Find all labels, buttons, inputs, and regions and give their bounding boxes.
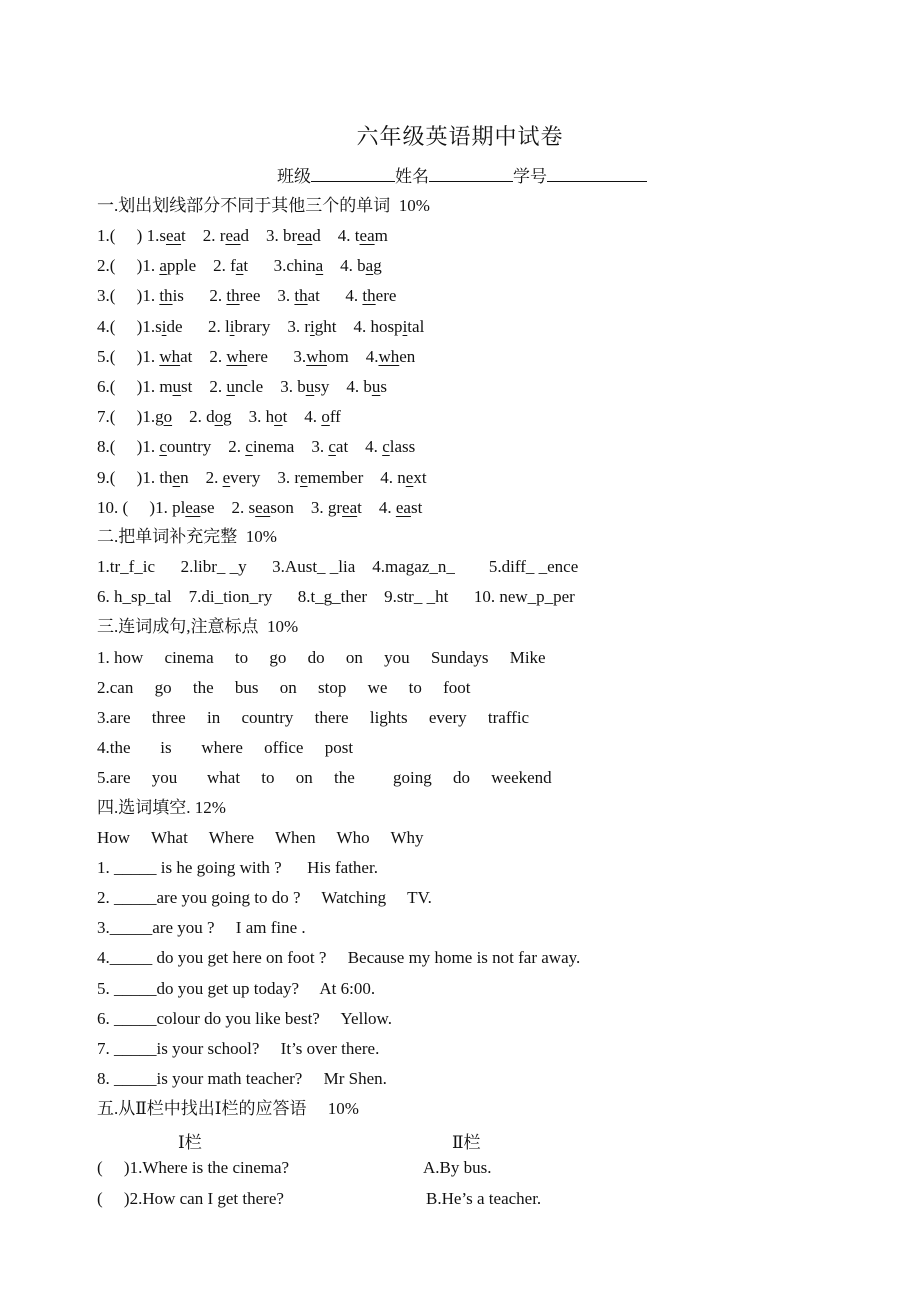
fill-blank-line: 7. _____is your school? It’s over there. xyxy=(97,1039,380,1058)
section3-line: 4.the is where office post xyxy=(97,738,354,757)
item-text: n 2. xyxy=(180,468,223,487)
underlined-letters: a xyxy=(235,256,244,275)
section5-heading: 五.从Ⅱ栏中找出Ⅰ栏的应答语 10% xyxy=(97,1099,359,1118)
section3-line: 2.can go the bus on stop we to foot xyxy=(97,678,471,697)
item-text: member 4. n xyxy=(307,468,406,487)
item-text: is 2. xyxy=(172,286,227,305)
underlined-letters: th xyxy=(294,286,308,305)
pronunciation-item xyxy=(97,285,396,307)
section2-heading: 二.把单词补充完整 10% xyxy=(97,527,277,546)
section2-line: 6. h_sp_tal 7.di_tion_ry 8.t_g_ther 9.str_ _ht 10. new_p_per xyxy=(97,587,575,606)
column-1-label: Ⅰ栏 xyxy=(178,1133,202,1152)
underlined-letters: u xyxy=(371,377,381,396)
underlined-letters: c xyxy=(245,437,253,456)
underlined-letters: wh xyxy=(306,347,327,366)
underlined-letters: ea xyxy=(395,498,411,517)
question-item: ( )1.Where is the cinema? xyxy=(97,1158,290,1177)
item-text: 4. b xyxy=(323,256,366,275)
item-text: at 2. xyxy=(180,347,227,366)
question-item: ( )2.How can I get there? xyxy=(97,1189,284,1208)
item-text: en xyxy=(399,347,416,366)
underlined-letters: u xyxy=(305,377,315,396)
underlined-letters: wh xyxy=(226,347,248,366)
underlined-letters: ea xyxy=(297,226,313,245)
underlined-letters: o xyxy=(163,407,173,426)
item-text: de 2. l xyxy=(166,317,230,336)
item-text: t 2. r xyxy=(181,226,226,245)
underlined-letters: c xyxy=(159,437,167,456)
item-text: brary 3. r xyxy=(234,317,310,336)
item-text: 9.( )1. th xyxy=(97,468,173,487)
pronunciation-item xyxy=(97,436,415,458)
item-text: lass xyxy=(389,437,416,456)
name-blank[interactable] xyxy=(429,165,513,182)
item-text: m xyxy=(374,226,388,245)
item-text: pple 2. f xyxy=(166,256,236,275)
section3-heading: 三.连词成句,注意标点 10% xyxy=(97,617,299,636)
student-info xyxy=(277,162,647,187)
section1-heading: 一.划出划线部分不同于其他三个的单词 10% xyxy=(97,196,430,215)
item-text: inema 3. xyxy=(252,437,329,456)
underlined-letters: o xyxy=(214,407,224,426)
item-text: tal xyxy=(407,317,425,336)
underlined-letters: a xyxy=(365,256,374,275)
item-text: sy 4. b xyxy=(314,377,372,396)
fill-blank-line: 3._____are you ? I am fine . xyxy=(97,918,306,937)
item-text: g xyxy=(373,256,382,275)
item-text: d 4. t xyxy=(312,226,360,245)
item-text: ere 3. xyxy=(247,347,307,366)
underlined-letters: i xyxy=(309,317,315,336)
item-text: d 3. br xyxy=(240,226,298,245)
item-text: 1.( ) 1.s xyxy=(97,226,166,245)
underlined-letters: c xyxy=(382,437,390,456)
fill-blank-line: 6. _____colour do you like best? Yellow. xyxy=(97,1009,392,1028)
answer-item: A.By bus. xyxy=(423,1158,492,1177)
underlined-letters: th xyxy=(159,286,173,305)
item-text: 5.( )1. xyxy=(97,347,160,366)
underlined-letters: ea xyxy=(255,498,271,517)
section4-heading: 四.选词填空. 12% xyxy=(97,798,226,817)
item-text: ght 4. hosp xyxy=(314,317,403,336)
pronunciation-item xyxy=(97,406,341,428)
underlined-letters: a xyxy=(315,256,324,275)
fill-blank-line: 1. _____ is he going with ? His father. xyxy=(97,858,378,877)
pronunciation-item xyxy=(97,316,424,338)
item-text: at 4. xyxy=(335,437,383,456)
item-text: 3.( )1. xyxy=(97,286,160,305)
underlined-letters: ea xyxy=(342,498,358,517)
underlined-letters: u xyxy=(172,377,182,396)
word-bank: How What Where When Who Why xyxy=(97,828,424,847)
item-text: 2. d xyxy=(172,407,215,426)
pronunciation-item xyxy=(97,225,388,247)
underlined-letters: i xyxy=(229,317,235,336)
fill-blank-line: 5. _____do you get up today? At 6:00. xyxy=(97,979,376,998)
underlined-letters: th xyxy=(226,286,240,305)
pronunciation-item xyxy=(97,467,427,489)
item-text: ountry 2. xyxy=(166,437,246,456)
column-2-label: Ⅱ栏 xyxy=(452,1133,481,1152)
underlined-letters: u xyxy=(226,377,235,396)
item-text: 4.( )1.s xyxy=(97,317,162,336)
number-label: 学号 xyxy=(513,167,547,186)
item-text: 10. ( )1. pl xyxy=(97,498,186,517)
underlined-letters: wh xyxy=(159,347,181,366)
item-text: om 4. xyxy=(326,347,379,366)
fill-blank-line: 4._____ do you get here on foot ? Because my home is not far away. xyxy=(97,948,581,967)
underlined-letters: o xyxy=(274,407,283,426)
pronunciation-item xyxy=(97,497,422,519)
underlined-letters: e xyxy=(222,468,231,487)
section3-line: 3.are three in country there lights every traffic xyxy=(97,708,530,727)
fill-blank-line: 8. _____is your math teacher? Mr Shen. xyxy=(97,1069,387,1088)
item-text: t 4. xyxy=(357,498,396,517)
item-text: 8.( )1. xyxy=(97,437,160,456)
page-title: 六年级英语期中试卷 xyxy=(356,124,564,149)
item-text: son 3. gr xyxy=(270,498,343,517)
item-text: se 2. s xyxy=(200,498,256,517)
number-blank[interactable] xyxy=(547,165,647,182)
underlined-letters: th xyxy=(362,286,376,305)
item-text: 6.( )1. m xyxy=(97,377,173,396)
item-text: ree 3. xyxy=(239,286,295,305)
item-text: st xyxy=(410,498,423,517)
pronunciation-item xyxy=(97,346,415,368)
underlined-letters: ea xyxy=(185,498,201,517)
underlined-letters: ea xyxy=(165,226,182,245)
underlined-letters: e xyxy=(172,468,181,487)
underlined-letters: wh xyxy=(378,347,400,366)
underlined-letters: o xyxy=(321,407,330,426)
name-label: 姓名 xyxy=(395,167,429,186)
pronunciation-item xyxy=(97,255,382,277)
underlined-letters: e xyxy=(300,468,308,487)
item-text: ere xyxy=(375,286,397,305)
class-blank[interactable] xyxy=(311,165,395,182)
underlined-letters: e xyxy=(405,468,414,487)
item-text: st 2. xyxy=(181,377,227,396)
item-text: ncle 3. b xyxy=(234,377,306,396)
item-text: t 3.chin xyxy=(243,256,316,275)
answer-item: B.He’s a teacher. xyxy=(426,1189,542,1208)
class-label: 班级 xyxy=(277,167,311,186)
item-text: s xyxy=(380,377,387,396)
item-text: xt xyxy=(413,468,427,487)
underlined-letters: i xyxy=(161,317,167,336)
item-text: 2.( )1. xyxy=(97,256,160,275)
fill-blank-line: 2. _____are you going to do ? Watching TV. xyxy=(97,888,432,907)
underlined-letters: i xyxy=(402,317,408,336)
section3-line: 5.are you what to on the going do weekend xyxy=(97,768,552,787)
item-text: 7.( )1.g xyxy=(97,407,164,426)
item-text: ff xyxy=(329,407,341,426)
item-text: g 3. h xyxy=(223,407,275,426)
section3-line: 1. how cinema to go do on you Sundays Mike xyxy=(97,648,546,667)
item-text: very 3. r xyxy=(230,468,301,487)
underlined-letters: a xyxy=(159,256,167,275)
item-text: at 4. xyxy=(307,286,363,305)
underlined-letters: c xyxy=(328,437,336,456)
underlined-letters: ea xyxy=(359,226,375,245)
section2-line: 1.tr_f_ic 2.libr_ _y 3.Aust_ _lia 4.magaz_n_ 5.diff_ _ence xyxy=(97,557,579,576)
item-text: t 4. xyxy=(282,407,322,426)
pronunciation-item xyxy=(97,376,387,398)
underlined-letters: ea xyxy=(225,226,241,245)
